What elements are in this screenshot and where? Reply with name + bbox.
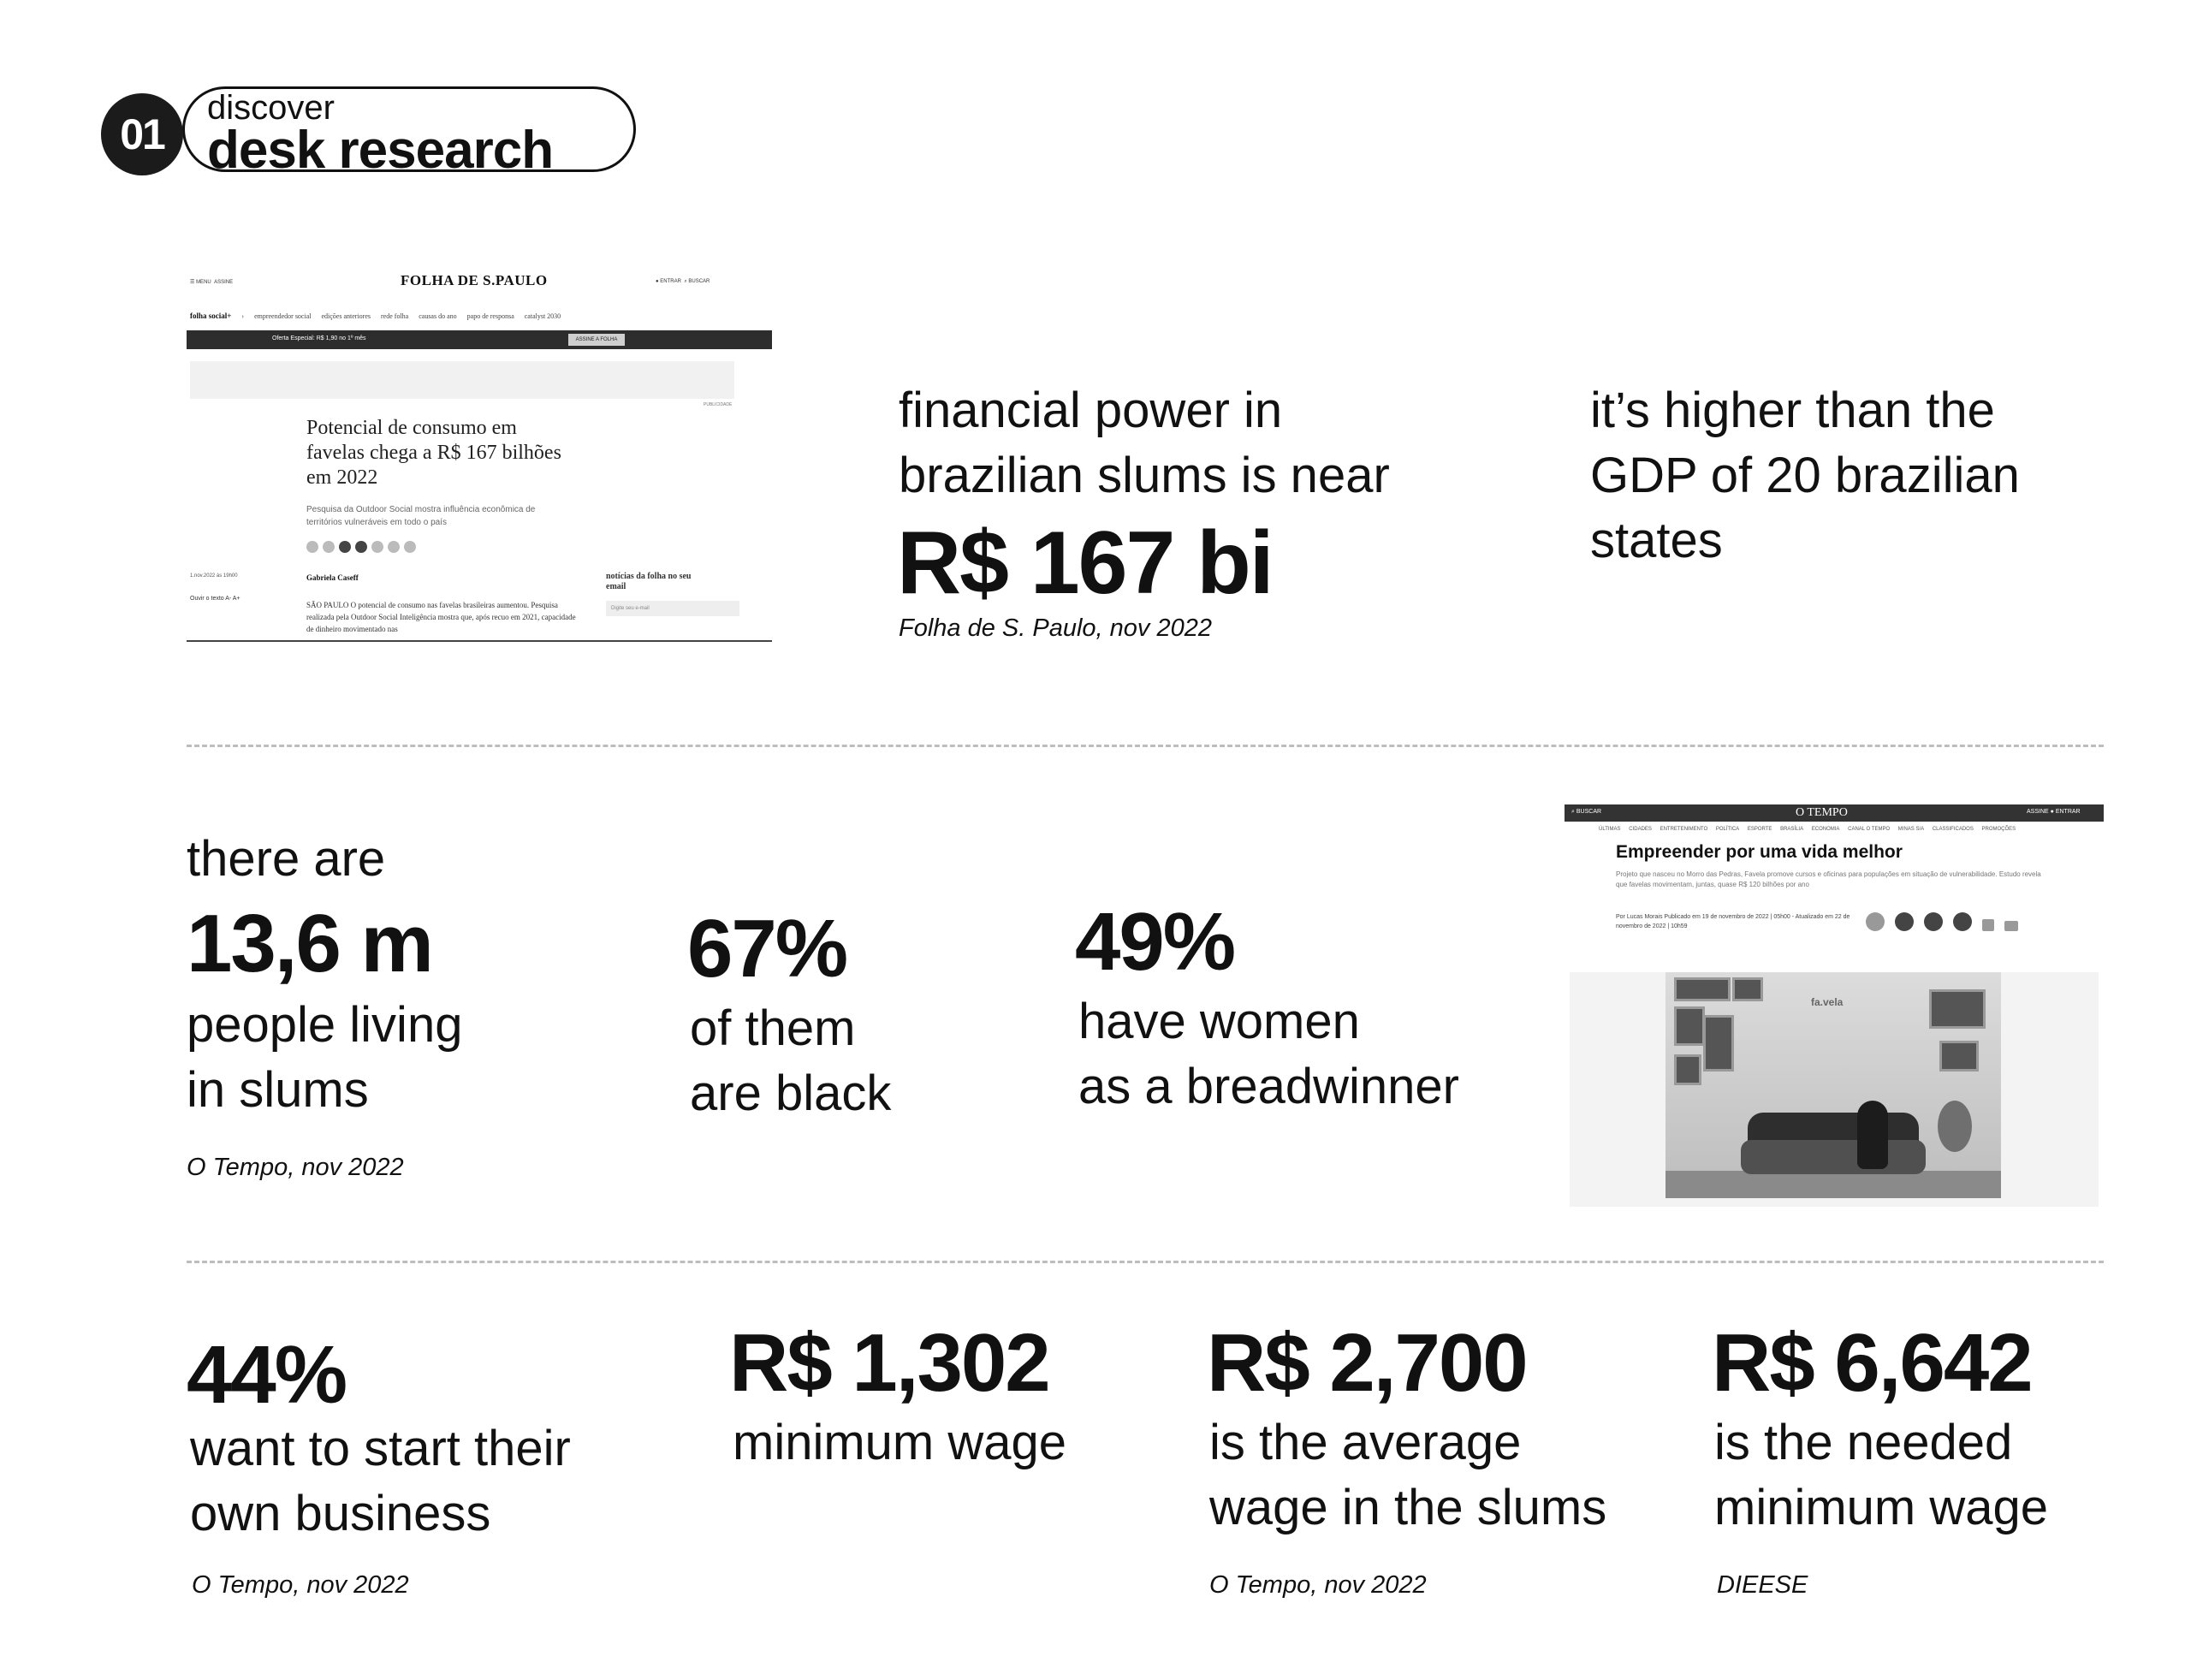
business-line2: own business	[190, 1486, 491, 1541]
otempo-menu-item: CLASSIFICADOS	[1932, 827, 1974, 832]
minimum-wage-label: minimum wage	[733, 1415, 1066, 1470]
header-subtitle: discover	[207, 89, 335, 127]
otempo-search	[1571, 809, 1601, 816]
mail-icon	[2004, 921, 2018, 931]
folha-reading-tools: Ouvir o texto A- A+	[190, 596, 240, 602]
folha-ad-slot	[190, 361, 734, 399]
stat-value-average-wage: R$ 2,700	[1207, 1317, 1527, 1409]
stat-value-business: 44%	[187, 1329, 347, 1421]
folha-menu-label: MENU	[196, 280, 211, 285]
folha-nav-item: edições anteriores	[321, 312, 371, 320]
folha-logo: FOLHA DE S.PAULO	[401, 272, 548, 288]
stat-value-needed-wage: R$ 6,642	[1712, 1317, 2032, 1409]
population-line1: people living	[187, 997, 463, 1053]
user-icon: ●	[656, 279, 659, 284]
photo-wall-frame	[1732, 977, 1763, 1001]
otempo-article-photo	[1666, 972, 2001, 1198]
facebook-icon	[1895, 912, 1914, 931]
comparison-line3: states	[1590, 513, 1723, 568]
linkedin-icon	[1953, 912, 1972, 931]
population-source: O Tempo, nov 2022	[187, 1154, 404, 1181]
share-icon	[371, 541, 383, 553]
otempo-headline: Empreender por uma vida melhor	[1616, 842, 1903, 862]
stat-value-women: 49%	[1075, 896, 1235, 988]
otempo-menu-item: ECONOMIA	[1811, 827, 1840, 832]
stat-value-financial-power: R$ 167 bi	[897, 513, 1273, 613]
black-line1: of them	[690, 1000, 856, 1056]
folha-assine: ASSINE	[214, 280, 234, 285]
photo-wall-frame	[1674, 1006, 1705, 1046]
photo-wall-frame	[1939, 1041, 1979, 1072]
stat-value-population: 13,6 m	[187, 898, 432, 989]
photo-sign: fa.vela	[1811, 996, 1844, 1008]
folha-offer-button: ASSINE A FOLHA	[568, 334, 625, 346]
average-wage-line1: is the average	[1209, 1415, 1522, 1470]
needed-wage-source: DIEESE	[1717, 1571, 1808, 1599]
user-icon: ●	[2050, 809, 2054, 815]
photo-wall-frame	[1674, 977, 1731, 1001]
folha-author: Gabriela Caseff	[306, 573, 359, 582]
folha-nav-item: papo de responsa	[466, 312, 514, 320]
twitter-icon	[1924, 912, 1943, 931]
stat-intro-line2: brazilian slums is near	[899, 448, 1390, 503]
share-icon	[306, 541, 318, 553]
photo-wall-frame	[1929, 989, 1986, 1029]
average-wage-source: O Tempo, nov 2022	[1209, 1571, 1427, 1599]
photo-floor	[1666, 1171, 2001, 1198]
black-line2: are black	[690, 1066, 892, 1121]
photo-plant	[1938, 1101, 1972, 1152]
folha-body-text: SÃO PAULO O potencial de consumo nas favelas brasileiras aumentou. Pesquisa realizada pela Outdoor Social Inteligência mostra que, após recuo em 2021, capacidade de dinheiro movimentado nas	[306, 601, 576, 633]
otempo-menu-item: ENTRETENIMENTO	[1660, 827, 1708, 832]
more-icon	[404, 541, 416, 553]
share-icon	[323, 541, 335, 553]
stat-intro-line1: financial power in	[899, 383, 1283, 438]
otempo-share-icons	[1866, 912, 2028, 935]
section-number-badge: 01	[101, 93, 183, 175]
otempo-menu-item: ÚLTIMAS	[1599, 827, 1621, 832]
photo-person	[1857, 1101, 1888, 1169]
otempo-user-links	[2027, 809, 2081, 815]
page-title: desk research	[207, 121, 554, 180]
otempo-menu-item: CANAL O TEMPO	[1848, 827, 1891, 832]
business-source: O Tempo, nov 2022	[192, 1571, 409, 1599]
population-intro: there are	[187, 831, 386, 887]
search-icon: ⌕	[1571, 809, 1575, 815]
folha-section-nav	[190, 312, 569, 320]
whatsapp-icon	[1866, 912, 1885, 931]
folha-nav-item: causas do ano	[419, 312, 457, 320]
otempo-menu-item: POLÍTICA	[1715, 827, 1740, 832]
folha-buscar: BUSCAR	[688, 279, 710, 284]
otempo-menu-item: ESPORTE	[1747, 827, 1772, 832]
photo-wall-frame	[1703, 1015, 1734, 1072]
average-wage-line2: wage in the slums	[1209, 1480, 1607, 1535]
otempo-menu-item: BRASÍLIA	[1780, 827, 1804, 832]
comment-icon	[1982, 919, 1994, 931]
folha-deck: Pesquisa da Outdoor Social mostra influência econômica de territórios vulneráveis em todo o país	[306, 505, 536, 527]
folha-share-icons	[306, 541, 420, 557]
needed-wage-line1: is the needed	[1714, 1415, 2013, 1470]
hamburger-icon: ☰	[190, 280, 195, 285]
folha-article-screenshot	[187, 262, 772, 642]
section-divider	[187, 745, 2104, 747]
otempo-byline: Por Lucas Morais Publicado em 19 de novembro de 2022 | 05h00 - Atualizado em 22 de novembro de 2022 | 10h59	[1616, 914, 1850, 929]
folha-nav-item: catalyst 2030	[524, 312, 561, 320]
folha-user-links	[656, 279, 710, 285]
stat-value-minimum-wage: R$ 1,302	[729, 1317, 1049, 1409]
facebook-icon	[339, 541, 351, 553]
folha-ad-label: PUBLICIDADE	[704, 402, 733, 407]
otempo-logo: O TEMPO	[1796, 806, 1848, 819]
otempo-buscar: BUSCAR	[1576, 809, 1602, 815]
business-line1: want to start their	[190, 1421, 571, 1476]
folha-nav-item: rede folha	[381, 312, 409, 320]
folha-menu	[190, 279, 233, 285]
otempo-entrar: ENTRAR	[2055, 809, 2081, 815]
folha-newsletter-heading: notícias da folha no seu email	[606, 572, 692, 591]
twitter-icon	[355, 541, 367, 553]
population-line2: in slums	[187, 1062, 369, 1118]
stat-source: Folha de S. Paulo, nov 2022	[899, 614, 1212, 642]
folha-offer-text: Oferta Especial: R$ 1,90 no 1º mês	[272, 335, 366, 341]
photo-sofa-seat	[1741, 1140, 1926, 1174]
folha-email-field: Digite seu e-mail	[606, 601, 739, 616]
search-icon: ⌕	[684, 279, 687, 284]
otempo-menu-item: PROMOÇÕES	[1981, 827, 2016, 832]
otempo-menu-item: MINAS S/A	[1897, 827, 1925, 832]
women-line1: have women	[1078, 994, 1360, 1049]
photo-wall-frame	[1674, 1054, 1701, 1085]
comparison-line2: GDP of 20 brazilian	[1590, 448, 2020, 503]
otempo-menu	[1599, 827, 2022, 832]
stat-value-black: 67%	[687, 903, 847, 994]
share-icon	[388, 541, 400, 553]
otempo-article-screenshot	[1565, 804, 2104, 1207]
otempo-assine: ASSINE	[2027, 809, 2049, 815]
section-divider	[187, 1261, 2104, 1263]
folha-nav-item: empreendedor social	[254, 312, 312, 320]
chevron-right-icon: ›	[241, 312, 245, 320]
folha-headline: Potencial de consumo em favelas chega a R$ 167 bilhões em 2022	[306, 417, 561, 489]
needed-wage-line2: minimum wage	[1714, 1480, 2048, 1535]
folha-date: 1.nov.2022 às 19h00	[190, 573, 238, 579]
comparison-line1: it’s higher than the	[1590, 383, 1995, 438]
folha-nav-brand: folha social+	[190, 312, 232, 320]
otempo-menu-item: CIDADES	[1629, 827, 1652, 832]
otempo-deck: Projeto que nasceu no Morro das Pedras, Favela promove cursos e oficinas para populações em situação de vulnerabilidade. Estudo revela que favelas movimentam, juntas, quase R$ 120 bilhões por ano	[1616, 870, 2041, 888]
folha-entrar: ENTRAR	[660, 279, 681, 284]
women-line2: as a breadwinner	[1078, 1059, 1459, 1114]
